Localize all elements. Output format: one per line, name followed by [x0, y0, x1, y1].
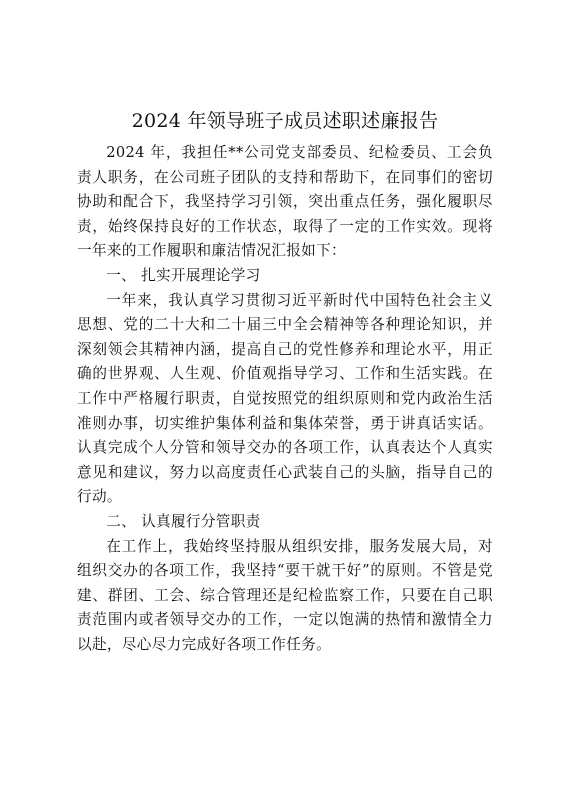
document-body: [77, 108, 493, 657]
document-title: 2024 年领导班子成员述职述廉报告: [131, 110, 439, 132]
section-1-heading: 一、 扎实开展理论学习: [106, 266, 261, 284]
section-2-paragraph: 在工作上，我始终坚持服从组织安排，服务发展大局，对组织交办的各项工作，我坚持“要干就干好”的原则。不管是党建、群团、工会、综合管理还是纪检监察工作，只要在自己职责范围内或者领导交办的工作，一定以饱满的热情和激情全力以赴，尽心尽力完成好各项工作任务。: [77, 537, 493, 653]
section-1-paragraph: 一年来，我认真学习贯彻习近平新时代中国特色社会主义思想、党的二十大和二十届三中全会精神等各种理论知识，并深刻领会其精神内涵，提高自己的党性修养和理论水平，用正确的世界观、人生观、价值观指导学习、工作和生活实践。在工作中严格履行职责，自觉按照党的组织原则和党内政治生活准则办事，切实维护集体利益和集体荣誉，勇于讲真话实话。认真完成个人分管和领导交办的各项工作，认真表达个人真实意见和建议，努力以高度责任心武装自己的头脑，指导自己的行动。: [77, 291, 493, 506]
intro-paragraph: 2024 年，我担任**公司党支部委员、纪检委员、工会负责人职务，在公司班子团队的支持和帮助下，在同事们的密切协助和配合下，我坚持学习引领，突出重点任务，强化履职尽责，始终保持良好的工作状态，取得了一定的工作实效。现将一年来的工作履职和廉洁情况汇报如下：: [77, 144, 493, 260]
section-2-heading: 二、 认真履行分管职责: [106, 512, 261, 530]
